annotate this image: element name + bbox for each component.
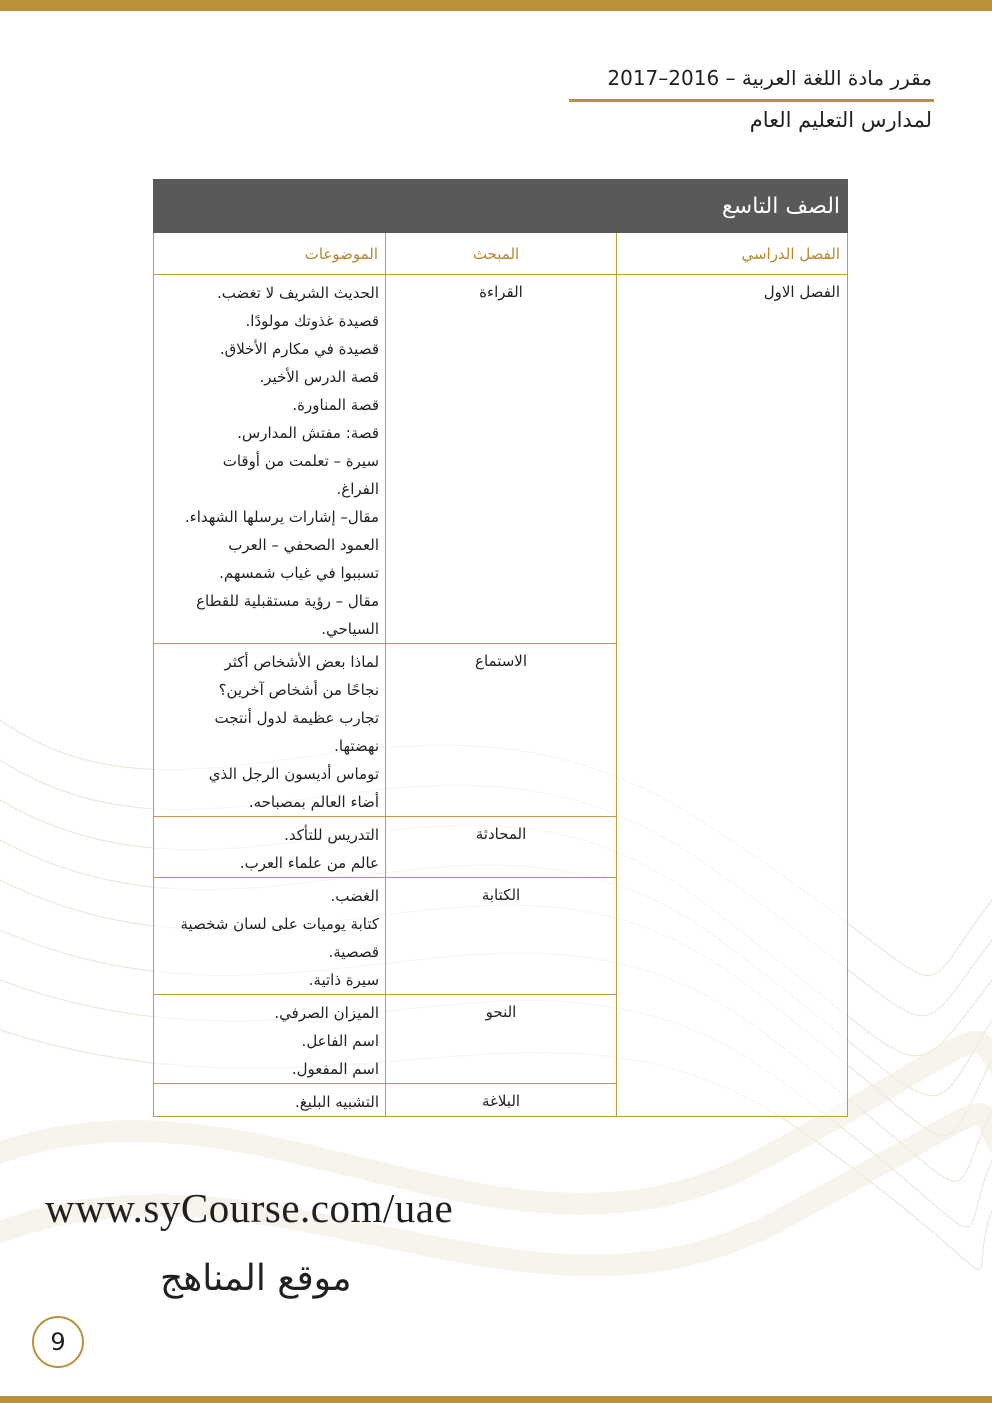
topic-item: الفراغ. <box>336 480 380 498</box>
grade-title: الصف التاسع <box>154 180 848 233</box>
topic-item: التدريس للتأكد. <box>284 826 380 844</box>
page-number: 9 <box>32 1316 84 1368</box>
topics-cell <box>154 995 386 1084</box>
topic-item: الحديث الشريف لا تغضب. <box>216 284 380 302</box>
topic-item: قصة المناورة. <box>292 396 380 414</box>
table-row <box>154 275 848 644</box>
topic-item: قصصية. <box>328 943 380 961</box>
topic-item: كتابة يوميات على لسان شخصية <box>180 915 380 933</box>
topic-item: قصيدة غذوتك مولودًا. <box>245 312 380 330</box>
topic-item: قصيدة في مكارم الأخلاق. <box>219 340 380 358</box>
bottom-accent-bar <box>0 1396 992 1403</box>
topic-item: نهضتها. <box>334 737 380 755</box>
topics-cell <box>154 878 386 995</box>
topic-item: عالم من علماء العرب. <box>239 854 380 872</box>
semester-cell: الفصل الاول <box>617 275 848 1117</box>
header-divider <box>569 99 934 102</box>
grade-header-row <box>154 180 848 233</box>
topic-item: قصة: مفتش المدارس. <box>237 424 380 442</box>
topic-item: العمود الصحفي – العرب <box>228 536 380 554</box>
topics-cell <box>154 644 386 817</box>
topic-item: الغضب. <box>330 887 380 905</box>
curriculum-table <box>153 179 848 1117</box>
document-title: مقرر مادة اللغة العربية – 2016–2017 <box>607 66 932 90</box>
document-subtitle: لمدارس التعليم العام <box>749 108 932 132</box>
axis-cell: النحو <box>386 995 617 1084</box>
topic-item: سيرة ذاتية. <box>308 971 380 989</box>
column-header-axis: المبحث <box>386 233 617 275</box>
topics-cell <box>154 1084 386 1117</box>
axis-cell: المحادثة <box>386 817 617 878</box>
topic-item: قصة الدرس الأخير. <box>259 368 380 386</box>
website-url[interactable]: www.syCourse.com/uae <box>45 1185 454 1231</box>
topic-item: لماذا بعض الأشخاص أكثر <box>224 653 380 671</box>
topic-item: اسم المفعول. <box>291 1060 380 1078</box>
topic-item: مقال– إشارات يرسلها الشهداء. <box>184 508 380 526</box>
topic-item: مقال – رؤية مستقبلية للقطاع <box>196 592 380 610</box>
topic-item: توماس أديسون الرجل الذي <box>208 765 380 783</box>
axis-cell: البلاغة <box>386 1084 617 1117</box>
topic-item: التشبيه البليغ. <box>294 1093 380 1111</box>
column-header-topics: الموضوعات <box>154 233 386 275</box>
site-name: موقع المناهج <box>160 1258 352 1299</box>
topic-item: أضاء العالم بمصباحه. <box>248 793 380 811</box>
topic-item: نجاحًا من أشخاص آخرين؟ <box>218 681 380 699</box>
topic-item: تجارب عظيمة لدول أنتجت <box>214 709 380 727</box>
topic-item: الميزان الصرفي. <box>274 1004 380 1022</box>
topic-item: اسم الفاعل. <box>301 1032 380 1050</box>
column-header-semester: الفصل الدراسي <box>617 233 848 275</box>
topics-cell <box>154 817 386 878</box>
top-accent-bar <box>0 0 992 11</box>
column-header-row <box>154 233 848 275</box>
topics-cell <box>154 275 386 644</box>
topic-item: السياحي. <box>321 620 380 638</box>
axis-cell: القراءة <box>386 275 617 644</box>
topic-item: سيرة – تعلمت من أوقات <box>222 452 380 470</box>
axis-cell: الكتابة <box>386 878 617 995</box>
axis-cell: الاستماع <box>386 644 617 817</box>
topic-item: تسببوا في غياب شمسهم. <box>219 564 380 582</box>
